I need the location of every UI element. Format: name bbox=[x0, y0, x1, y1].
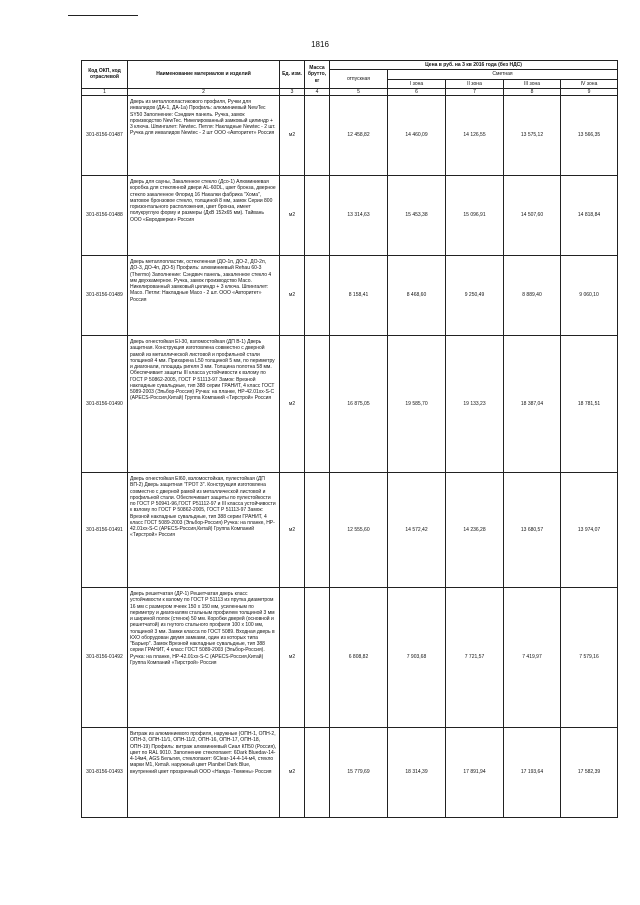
table-row bbox=[82, 336, 618, 473]
top-rule bbox=[68, 15, 138, 16]
zone-3-price: 13 575,12 bbox=[504, 96, 561, 176]
release-price: 8 158,41 bbox=[330, 256, 388, 336]
column-number: 2 bbox=[128, 88, 280, 95]
header-zone-3: III зона bbox=[504, 79, 561, 88]
zone-2-price: 9 250,49 bbox=[446, 256, 504, 336]
item-code: 301-8156-01493 bbox=[82, 728, 128, 818]
zone-2-price: 15 096,91 bbox=[446, 176, 504, 256]
zone-4-price: 14 818,84 bbox=[561, 176, 618, 256]
item-unit: м2 bbox=[280, 256, 305, 336]
header-zone-1: I зона bbox=[388, 79, 446, 88]
release-price: 13 314,63 bbox=[330, 176, 388, 256]
item-unit: м2 bbox=[280, 336, 305, 473]
column-number-row bbox=[82, 88, 618, 95]
item-code: 301-8156-01488 bbox=[82, 176, 128, 256]
table-body bbox=[82, 96, 618, 818]
item-mass bbox=[305, 336, 330, 473]
header-estimate: Сметная bbox=[388, 70, 618, 79]
zone-2-price: 14 126,55 bbox=[446, 96, 504, 176]
zone-1-price: 15 453,38 bbox=[388, 176, 446, 256]
column-number: 8 bbox=[504, 88, 561, 95]
column-number: 4 bbox=[305, 88, 330, 95]
zone-3-price: 18 387,04 bbox=[504, 336, 561, 473]
zone-1-price: 7 903,68 bbox=[388, 588, 446, 728]
item-name: Дверь огнестойкая EI-30, взломостойкая (ДП В-1) Дверь защитная. Конструкция изготовлена совместно с дверной рамой из металлической листовой и профильной стали толщиной 4 мм. Прихарена L50 толщиной 5 мм, по периметру и диагонали, площадь ригеля 3 мм. Толщина полотна 58 мм. Обеспечивает защиты III класса устойчивости к взлому по ГОСТ Р 50862-2005, ГОСТ Р 51113-97 Замок: Врезной накладные сувальдные, тип 388 серии ГРАНИТ, 4 класс ГОСТ 5089-2003 (Эльбор-Россия) Ручка: на планке, HP-42.01xx-S-C (APECS-Россия,Китай) Группа Компаний «Тирстрой» Россия bbox=[128, 336, 280, 473]
zone-3-price: 17 193,64 bbox=[504, 728, 561, 818]
zone-1-price: 14 572,42 bbox=[388, 473, 446, 588]
price-table bbox=[81, 60, 618, 818]
item-code: 301-8156-01489 bbox=[82, 256, 128, 336]
zone-1-price: 18 314,39 bbox=[388, 728, 446, 818]
zone-4-price: 13 566,35 bbox=[561, 96, 618, 176]
item-name: Дверь металлопластик, остекленная (ДО-1п, ДО-2, ДО-2п, ДО-3, ДО-4п, ДО-5) Профиль: алюминиевый Rehau 60-3 (Thermo) Заполнение: Сэндвич панель, закаленное стекло 4 мм двухкамерное. Ручка, замок производство Масо. Никелированный замковый цилиндр + 3 ключа. Шпингалет: Масо. Петли: Накладные Масо - 2 шт. ООО «Авторитет» Россия bbox=[128, 256, 280, 336]
header-release: отпускная bbox=[330, 70, 388, 89]
item-code: 301-8156-01492 bbox=[82, 588, 128, 728]
table-row bbox=[82, 728, 618, 818]
item-mass bbox=[305, 256, 330, 336]
item-unit: м2 bbox=[280, 96, 305, 176]
release-price: 16 875,05 bbox=[330, 336, 388, 473]
zone-3-price: 7 419,97 bbox=[504, 588, 561, 728]
release-price: 12 555,60 bbox=[330, 473, 388, 588]
item-code: 301-8156-01490 bbox=[82, 336, 128, 473]
header-code: Код ОКП, код отраслевой bbox=[82, 61, 128, 89]
zone-3-price: 14 507,60 bbox=[504, 176, 561, 256]
item-mass bbox=[305, 176, 330, 256]
item-mass bbox=[305, 588, 330, 728]
zone-3-price: 8 889,40 bbox=[504, 256, 561, 336]
release-price: 15 779,69 bbox=[330, 728, 388, 818]
header-name: Наименование материалов и изделий bbox=[128, 61, 280, 89]
header-mass: Масса брутто, кг bbox=[305, 61, 330, 89]
zone-3-price: 13 680,57 bbox=[504, 473, 561, 588]
table-row bbox=[82, 176, 618, 256]
zone-4-price: 17 582,39 bbox=[561, 728, 618, 818]
column-number: 7 bbox=[446, 88, 504, 95]
zone-4-price: 7 579,16 bbox=[561, 588, 618, 728]
item-name: Витраж из алюминиевого профиля, наружные (ОПН-1, ОПН-2, ОПН-3, ОПН-11/1, ОПН-11/2, ОПН-16, ОПН-17, ОПН-18, ОПН-19) Профиль: витраж алюминиевый Сиал КП50 (Россия), цвет по RAL 9010. Заполнение стеклопакет: 6Dark Bluedav-14-4-14м4, AGS Бельгия, стеклопакет: 6Clear-14-4-14-м4, стекло марки М1, Китай. наружный цвет Planibel Dark Blue, внутренний цвет прозрачный ООО «Наяда -Тюмень» Россия bbox=[128, 728, 280, 818]
table-row bbox=[82, 473, 618, 588]
item-unit: м2 bbox=[280, 728, 305, 818]
table-row bbox=[82, 588, 618, 728]
table-row bbox=[82, 96, 618, 176]
header-zone-4: IV зона bbox=[561, 79, 618, 88]
zone-2-price: 17 891,94 bbox=[446, 728, 504, 818]
item-unit: м2 bbox=[280, 588, 305, 728]
header-zone-2: II зона bbox=[446, 79, 504, 88]
zone-4-price: 13 974,07 bbox=[561, 473, 618, 588]
item-name: Дверь огнестойкая EI60, взломостойкая, пулестойкая (ДП ВП-2) Дверь защитная "ГРОТ 3". Конструкция изготовлена совместно с дверной рамой из металлической листовой и профильной стали. Обеспечивает защиты по пулестойкости по ГОСТ Р 50941-96,ГОСТ Р51112-97 и III класса устойчивости к взлому по ГОСТ Р 50862-2005, ГОСТ Р 51113-97 Замок: Врезной накладные сувальдные, тип 388 серии ГРАНИТ, 4 класс ГОСТ 5089-2003 (Эльбор-Россия) Ручка: на планке, HP-42.01xx-S-C (APECS-Россия,Китай) Группа Компаний «Тирстрой» Россия bbox=[128, 473, 280, 588]
item-unit: м2 bbox=[280, 473, 305, 588]
zone-1-price: 19 585,70 bbox=[388, 336, 446, 473]
release-price: 12 458,82 bbox=[330, 96, 388, 176]
table-row bbox=[82, 256, 618, 336]
item-mass bbox=[305, 728, 330, 818]
column-number: 1 bbox=[82, 88, 128, 95]
column-number: 3 bbox=[280, 88, 305, 95]
item-name: Дверь для сауны, Закаленное стекло (Дсо-1) Алюминиевая коробка для стеклянной двери AL-60DL, цвет бронза, дверное стекло закаленное Флорид 16 Накалки фабрика "Хома", матовое бронзовое стекло, толщиной 8 мм, замок Серии 800 горизонтального расположения, цвет бронза, имеет полукруглую форму и размеры (ДхВ 152х65 мм). Тайвань ООО «Евродверки» Россия bbox=[128, 176, 280, 256]
item-name: Дверь из металлопластикового профиля, Ручки для инвалидов (ДА-1, ДА-1а) Профиль: алюминиевый NewTec SY50 Заполнение: Сэндвич панель. Ручка, замок производство NewTec. Никелированный замковый цилиндр + 3 ключа. Шпингалет: Newtec. Петля: Накладные Newtec - 2 шт. Ручка для инвалидов Newtec - 2 шт ООО «Авторитет» Россия bbox=[128, 96, 280, 176]
item-mass bbox=[305, 96, 330, 176]
item-code: 301-8156-01487 bbox=[82, 96, 128, 176]
zone-2-price: 19 133,23 bbox=[446, 336, 504, 473]
zone-1-price: 14 460,09 bbox=[388, 96, 446, 176]
item-code: 301-8156-01491 bbox=[82, 473, 128, 588]
page-number: 1816 bbox=[311, 40, 329, 49]
header-price: Цена в руб. на 3 кв 2016 года (без НДС) bbox=[330, 61, 618, 70]
column-number: 5 bbox=[330, 88, 388, 95]
zone-4-price: 9 060,10 bbox=[561, 256, 618, 336]
zone-2-price: 14 236,28 bbox=[446, 473, 504, 588]
column-number: 9 bbox=[561, 88, 618, 95]
table-header bbox=[82, 61, 618, 96]
item-unit: м2 bbox=[280, 176, 305, 256]
header-unit: Ед. изм. bbox=[280, 61, 305, 89]
zone-1-price: 8 468,60 bbox=[388, 256, 446, 336]
column-number: 6 bbox=[388, 88, 446, 95]
zone-4-price: 18 781,51 bbox=[561, 336, 618, 473]
item-name: Дверь решетчатая (ДР-1) Решетчатая дверь класс устойчивости к взлому по ГОСТ Р 51113 из прутка диаметром 16 мм с размером ячеек 150 х 150 мм, усиленным по периметру и диагоналям стальным профилем толщиной 3 мм и шириной полок (стенок) 50 мм. Коробки дверей (основной и решетчатой) из гнутого стального профиля 100 х 100 мм, толщиной 3 мм. Замки класса по ГОСТ 5089. Входная дверь в КХО оборудован двумя замками, один из которых типа "Барьер". Замок Врезной накладные сувальдные, тип 388 серии ГРАНИТ, 4 класс ГОСТ 5089-2003 (Эльбор-Россия). Ручка: на планке, HP-42.01xx-S-C (APECS-Россия,Китай) Группа Компаний «Тирстрой» Россия bbox=[128, 588, 280, 728]
item-mass bbox=[305, 473, 330, 588]
zone-2-price: 7 721,57 bbox=[446, 588, 504, 728]
release-price: 6 808,82 bbox=[330, 588, 388, 728]
